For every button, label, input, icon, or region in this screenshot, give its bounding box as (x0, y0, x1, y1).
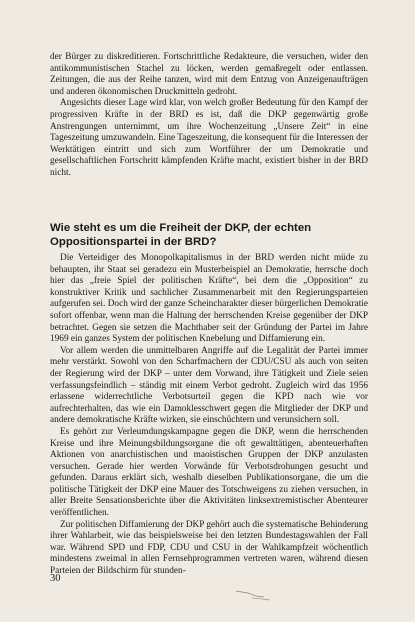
ink-smudge-mark (234, 587, 274, 601)
section-heading: Wie steht es um die Freiheit der DKP, der echten Oppositionspartei in der BRD? (50, 222, 312, 248)
intro-paragraph-1: der Bürger zu diskreditieren. Fortschrittliche Redakteure, die versuchen, wider den antikommunistischen Stachel zu löcken, werden gemaßregelt oder entlassen. Zeitungen, die aus der Reihe tanzen, wird mit dem Entzug von Anzeigenaufträgen und anderen ökonomischen Druckmitteln gedroht. (50, 52, 368, 97)
intro-section (50, 52, 368, 180)
body-paragraph-2: Vor allem werden die unmittelbaren Angriffe auf die Legalität der Partei immer mehr verstärkt. Sowohl von den Scharfmachern der CDU/CSU als auch von seiten der Regierung wird der DKP – unter dem Vorwand, ihre Tätigkeit und Ziele seien verfassungsfeindlich – ständig mit einem Verbot gedroht. Zugleich wird das 1956 erlassene widerrechtliche Verbotsurteil gegen die KPD nach wie vor aufrechterhalten, das wie ein Damoklesschwert gegen die Mitglieder der DKP und andere demokratische Kräfte wirken, sie einschüchtern und verunsichern soll. (50, 345, 368, 426)
intro-paragraph-2: Angesichts dieser Lage wird klar, von welch großer Bedeutung für den Kampf der progressiven Kräfte in der BRD es ist, daß die DKP gegenwärtig große Anstrengungen unternimmt, um ihre Wochenzeitung „Unsere Zeit“ in eine Tageszeitung umzuwandeln. Eine Tageszeitung, die konsequent für die Interessen der Werktätigen eintritt und sich zum Wortführer der um Demokratie und gesellschaftlichen Fortschritt kämpfenden Kräfte macht, existiert bisher in der BRD nicht. (50, 98, 368, 178)
section (50, 221, 368, 578)
body-paragraph-4: Zur politischen Diffamierung der DKP gehört auch die systematische Behinderung ihrer Wahlarbeit, wie das beispielsweise bei den letzten Bundestagswahlen der Fall war. Während SPD und FDP, CDU und CSU in der Wahlkampfzeit wöchentlich mindestens zweimal in allen Fernsehprogrammen vertreten waren, während diesen Parteien der Bildschirm für stunden- (50, 519, 369, 577)
body-paragraph-3: Es gehört zur Verleumdungskampagne gegen die DKP, wenn die herrschenden Kreise und ihre Meinungsbildungsorgane die oft gewalttätigen, abenteuerhaften Aktionen von anarchistischen und maoistischen Gruppen der DKP anzulasten versuchen. Gerade hier werden Vorwände für Verbotsdrohungen gesucht und gefunden. Daraus erklärt sich, weshalb dieselben Publikationsorgane, die um die politische Tätigkeit der DKP eine Mauer des Totschweigens zu ziehen versuchen, in aller Breite Sensationsberichte über die Aktivitäten linksextremistischer Abenteurer veröffentlichen. (50, 426, 368, 519)
body-paragraph-1: Die Verteidiger des Monopolkapitalismus in der BRD werden nicht müde zu behaupten, ihr Staat sei geradezu ein Musterbeispiel an Demokratie, herrsche doch hier das „freie Spiel der politischen Kräfte“, bei dem die „Opposition“ zu konstruktiver Kritik und sachlicher Zusammenarbeit mit den Regierungsparteien aufgerufen sei. Doch wird der ganze Scheincharakter dieser bürgerlichen Demokratie sofort offenbar, wenn man die Haltung der herrschenden Kreise gegenüber der DKP betrachtet. Gegen sie setzen die Machthaber seit der Gründung der Partei im Jahre 1969 ein ganzes System der politischen Knebelung und Diffamierung ein. (50, 253, 368, 345)
page-number: 30 (50, 573, 61, 584)
